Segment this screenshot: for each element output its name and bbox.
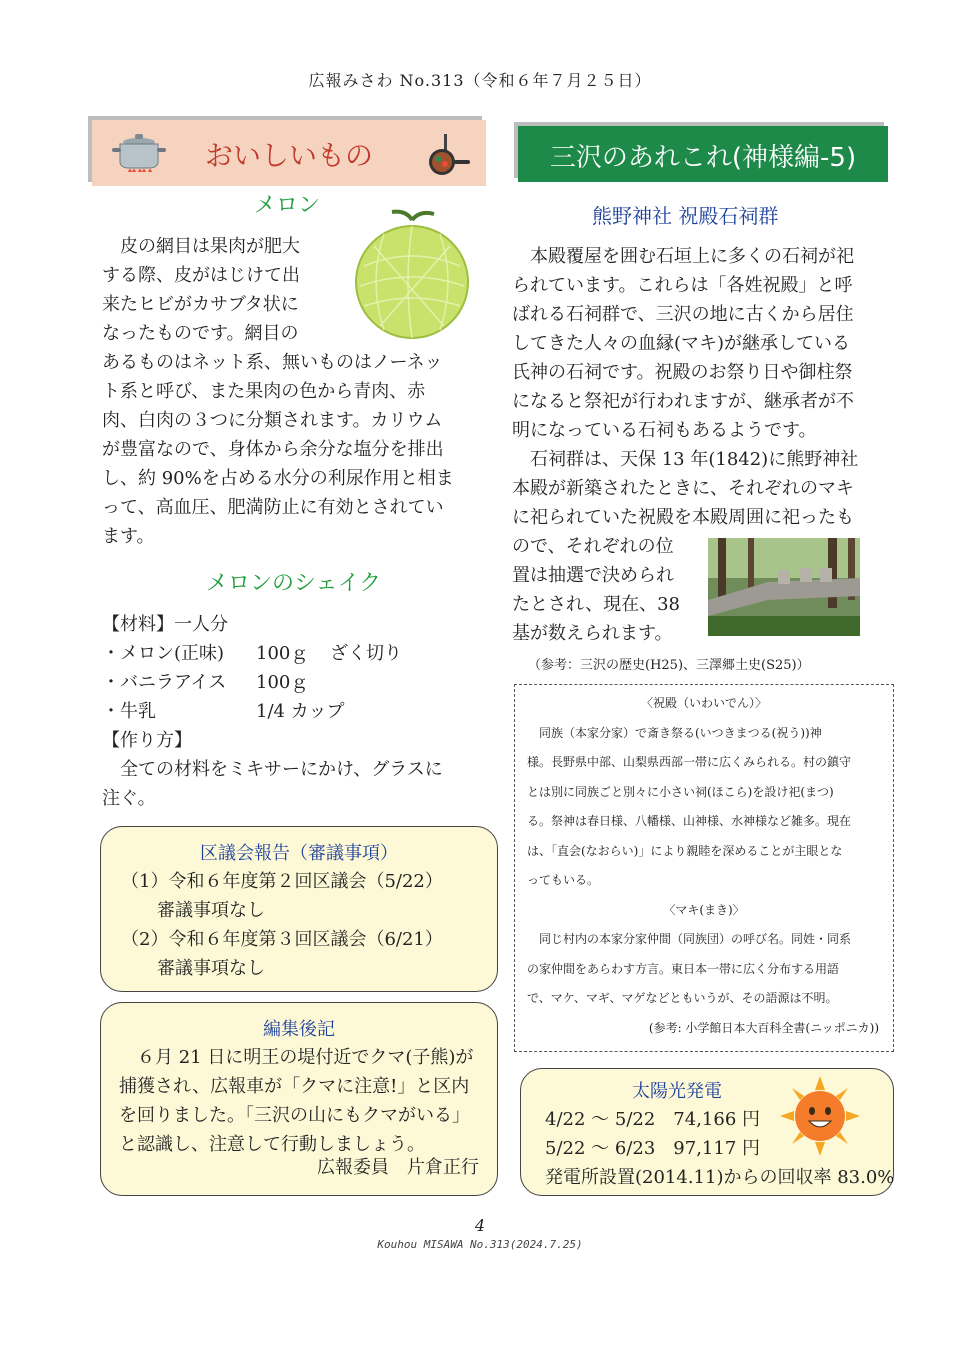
shrine-line: 明になっている石祠もあるようです。 [512, 420, 817, 441]
shrine-line: 基が数えられます。 [512, 623, 673, 644]
council-line: 審議事項なし [121, 958, 265, 979]
ingredient-note: ざく切り [330, 643, 402, 664]
melon-line: あるものはネット系、無いものはノーネッ [102, 352, 443, 373]
editorial-body [119, 1043, 497, 1159]
melon-line: が豊富なので、身体から余分な塩分を排出 [102, 439, 444, 460]
recipe [102, 610, 482, 813]
term1-body [527, 719, 893, 896]
melon-line: ます。 [102, 526, 155, 547]
solar-row: 発電所設置(2014.11)からの回収率 83.0% [545, 1167, 895, 1188]
editorial-signature: 広報委員 片倉正行 [317, 1157, 479, 1178]
melon-line: 来たヒビがカサブタ状に [102, 294, 299, 315]
ingredient-qty: 100ｇ [256, 672, 309, 693]
council-line: 審議事項なし [121, 900, 265, 921]
shrine-line: 氏神の石祠です。祝殿のお祭り日や御柱祭 [512, 362, 853, 383]
term1-line: る。祭神は春日様、八幡様、山神様、水神様など雑多。現在 [527, 814, 852, 828]
shrine-line: してきた人々の血縁(マキ)が継承している [512, 333, 851, 354]
melon-heading: メロン [254, 193, 321, 218]
editorial-line: と認識し、注意して行動しましょう。 [119, 1134, 425, 1155]
term1-line: とは別に同族ごと別々に小さい祠(ほこら)を設け祀(まつ) [527, 784, 834, 799]
shrine-line: になると祭祀が行われますが、継承者が不 [512, 391, 854, 412]
frying-pan-icon [424, 130, 472, 180]
method-line: 全ての材料をミキサーにかけ、グラスに [102, 759, 443, 780]
term2-body [527, 925, 893, 1014]
shrine-line: られています。これらは「各姓祝殿」と呼 [512, 275, 853, 296]
editorial-line: を回りました。「三沢の山にもクマがいる」 [119, 1105, 470, 1126]
shrine-heading: 熊野神社 祝殿石祠群 [592, 204, 779, 228]
melon-line: し、約 90%を占める水分の利尿作用と相ま [102, 468, 454, 489]
term1-title: 〈祝殿（いわいでん）〉 [640, 696, 767, 710]
term2-line: 同じ村内の本家分家仲間（同族団）の呼び名。同姓・同系 [527, 932, 852, 946]
glossary-reference: (参考: 小学館日本大百科全書(ニッポニカ)) [648, 1020, 879, 1035]
shrine-line: ので、それぞれの位 [512, 536, 674, 557]
editorial-line: ６月 21 日に明王の堤付近でクマ(子熊)が [119, 1047, 474, 1068]
materials-label: 【材料】一人分 [102, 614, 228, 635]
shrine-line: 置は抽選で決められ [512, 565, 674, 586]
banner-title: 三沢のあれこれ(神様編-5) [549, 143, 857, 173]
melon-line: ト系と呼び、また果肉の色から青肉、赤 [102, 381, 426, 402]
shrine-line: ばれる石祠群で、三沢の地に古くから居住 [512, 304, 854, 325]
council-title: 区議会報告（審議事項） [200, 843, 398, 864]
shrine-line: 本殿覆屋を囲む石垣上に多くの石祠が祀 [512, 246, 854, 267]
ingredient-name: ・バニラアイス [102, 672, 227, 693]
ingredient-row [102, 697, 482, 726]
ingredient-row [102, 639, 482, 668]
cooking-pot-icon [108, 128, 170, 180]
council-body [121, 867, 497, 983]
banner-title: おいしいもの [204, 139, 373, 172]
misawa-arekore-banner [518, 126, 888, 182]
issue-header: 広報みさわ No.313（令和６年７月２５日） [308, 71, 652, 90]
solar-row: 5/22 ～ 6/23 97,117 円 [545, 1138, 760, 1159]
melon-line: って、高血圧、肥満防止に有効とされてい [102, 497, 444, 518]
ingredient-qty: 100ｇ [256, 643, 309, 664]
solar-row: 4/22 ～ 5/22 74,166 円 [545, 1109, 760, 1130]
melon-line: 肉、白肉の３つに分類されます。カリウム [102, 410, 443, 431]
shrine-line: たとされ、現在、38 [512, 594, 680, 615]
solar-title: 太陽光発電 [632, 1081, 722, 1102]
shrine-line: 本殿が新築されたときに、それぞれのマキ [512, 478, 854, 499]
term1-line: は、「直会(なおらい)」により親睦を深めることが主眼とな [527, 843, 843, 858]
ingredient-qty: 1/4 カップ [256, 701, 345, 722]
term2-line: の家仲間をあらわす方言。東日本一帯に広く分布する用語 [527, 961, 840, 976]
editorial-line: 捕獲され、広報車が「クマに注意!」と区内 [119, 1076, 470, 1097]
shrine-reference: （参考：三沢の歴史(H25)、三澤郷土史(S25)） [528, 658, 810, 673]
term1-line: ってもいる。 [527, 873, 600, 887]
shrine-line: 石祠群は、天保 13 年(1842)に熊野神社 [512, 449, 859, 470]
page-number: 4 [474, 1216, 486, 1235]
shrine-line: に祀られていた祝殿を本殿周囲に祀ったも [512, 507, 854, 528]
term1-line: 様。長野県中部、山梨県西部一帯に広くみられる。村の鎮守 [527, 755, 852, 769]
council-line: （2）令和６年度第３回区議会（6/21） [121, 929, 443, 950]
melon-text [102, 232, 454, 551]
stone-shrines-photo [708, 538, 860, 636]
term1-line: 同族（本家分家）で斎き祭る(いつきまつる(祝う))神 [527, 725, 822, 740]
term2-line: で、マケ、マギ、マゲなどともいうが、その語源は不明。 [527, 991, 838, 1005]
melon-line: する際、皮がはじけて出 [102, 265, 300, 286]
melon-line: なったものです。網目の [102, 323, 299, 344]
method-line: 注ぐ。 [102, 788, 156, 809]
melon-line: 皮の網目は果肉が肥大 [102, 236, 300, 257]
method-label: 【作り方】 [102, 730, 192, 751]
council-line: （1）令和６年度第２回区議会（5/22） [121, 871, 443, 892]
editorial-title: 編集後記 [263, 1019, 335, 1040]
ingredient-name: ・牛乳 [102, 701, 156, 722]
glossary-box [514, 684, 894, 1052]
ingredient-name: ・メロン(正味) [102, 643, 225, 664]
footer-issue: Kouhou MISAWA No.313(2024.7.25) [377, 1238, 583, 1251]
smiling-sun-icon [780, 1076, 860, 1156]
term2-title: 〈マキ(まき)〉 [663, 902, 745, 917]
shake-heading: メロンのシェイク [206, 571, 382, 596]
council-report-box [100, 826, 498, 992]
ingredient-row [102, 668, 482, 697]
editorial-box [100, 1002, 498, 1196]
